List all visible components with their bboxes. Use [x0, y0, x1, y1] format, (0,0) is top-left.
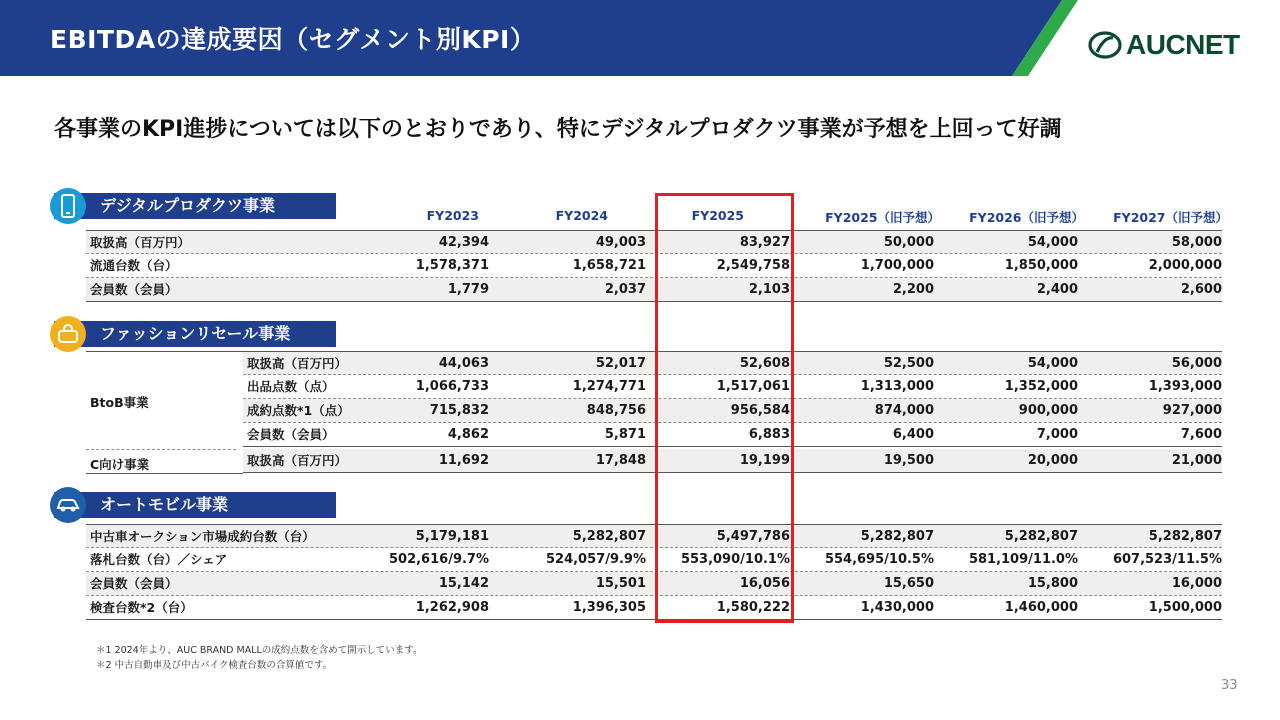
cell-fy2024: 17,848	[595, 453, 646, 468]
footnote-1: ＊1 2024年より、AUC BRAND MALLの成約点数を含めて開示しています。	[96, 645, 423, 656]
cell-fy2023: 11,692	[438, 453, 489, 468]
cell-fy2024: 1,658,721	[572, 258, 646, 273]
col-header-fy2024: FY2024	[555, 208, 608, 223]
cell-fy2025: 16,056	[739, 576, 790, 591]
cell-fy2023: 1,066,733	[415, 379, 489, 394]
cell-fy2026-old: 1,352,000	[1004, 379, 1078, 394]
cell-fy2027-old: 21,000	[1171, 453, 1222, 468]
section-banner-digital	[54, 193, 336, 219]
fashion-group-top-border	[86, 351, 243, 352]
cell-fy2025-old: 1,430,000	[860, 600, 934, 615]
cell-fy2025: 5,497,786	[716, 529, 790, 544]
cell-fy2027-old: 1,393,000	[1148, 379, 1222, 394]
row-label: 取扱高（百万円）	[247, 356, 348, 371]
col-header-fy2026-old: FY2026（旧予想）	[969, 210, 1084, 225]
table-row	[86, 572, 1222, 596]
cell-fy2027-old: 1,500,000	[1148, 600, 1222, 615]
cell-fy2026-old: 7,000	[1036, 427, 1078, 442]
cell-fy2024: 52,017	[595, 356, 646, 371]
cell-fy2025: 1,580,222	[716, 600, 790, 615]
cell-fy2023: 44,063	[438, 356, 489, 371]
page-number: 33	[1221, 678, 1238, 693]
row-label: 中古車オークション市場成約台数（台）	[90, 529, 315, 544]
cell-fy2024: 5,871	[604, 427, 646, 442]
cell-fy2026-old: 900,000	[1018, 403, 1078, 418]
cell-fy2024: 848,756	[586, 403, 646, 418]
cell-fy2025: 2,549,758	[716, 258, 790, 273]
col-header-fy2027-old: FY2027（旧予想）	[1113, 210, 1228, 225]
row-label: 会員数（会員）	[247, 427, 335, 442]
cell-fy2023: 15,142	[438, 576, 489, 591]
cell-fy2025-old: 1,313,000	[860, 379, 934, 394]
cell-fy2024: 15,501	[595, 576, 646, 591]
cell-fy2027-old: 2,600	[1180, 282, 1222, 297]
cell-fy2024: 1,274,771	[572, 379, 646, 394]
col-header-fy2025: FY2025	[691, 208, 744, 223]
section-banner-auto	[54, 492, 336, 518]
cell-fy2026-old: 5,282,807	[1004, 529, 1078, 544]
cell-fy2024: 49,003	[595, 235, 646, 250]
cell-fy2027-old: 927,000	[1162, 403, 1222, 418]
row-label: 成約点数*1（点）	[247, 403, 350, 418]
row-label: 会員数（会員）	[90, 282, 178, 297]
cell-fy2027-old: 7,600	[1180, 427, 1222, 442]
cell-fy2027-old: 607,523/11.5%	[1112, 552, 1222, 567]
cell-fy2026-old: 581,109/11.0%	[968, 552, 1078, 567]
row-label: 出品点数（点）	[247, 379, 335, 394]
cell-fy2025: 52,608	[739, 356, 790, 371]
group-label-btob: BtoB事業	[90, 395, 149, 410]
cell-fy2026-old: 54,000	[1027, 356, 1078, 371]
row-label: 流通台数（台）	[90, 258, 178, 273]
cell-fy2025-old: 6,400	[892, 427, 934, 442]
cell-fy2023: 4,862	[447, 427, 489, 442]
col-header-fy2025-old: FY2025（旧予想）	[825, 210, 940, 225]
cell-fy2023: 5,179,181	[415, 529, 489, 544]
cell-fy2026-old: 20,000	[1027, 453, 1078, 468]
aucnet-logo	[1088, 28, 1240, 62]
row-label: 取扱高（百万円）	[90, 235, 191, 250]
cell-fy2024: 1,396,305	[572, 600, 646, 615]
section-banner-fashion	[54, 321, 336, 347]
cell-fy2025: 6,883	[748, 427, 790, 442]
cell-fy2023: 1,262,908	[415, 600, 489, 615]
table-row	[86, 254, 1222, 278]
group-divider	[86, 449, 236, 450]
cell-fy2025-old: 5,282,807	[860, 529, 934, 544]
cell-fy2023: 1,578,371	[415, 258, 489, 273]
group-label-consumer: C向け事業	[90, 457, 150, 472]
logo-text: AUCNET	[1126, 29, 1240, 60]
cell-fy2026-old: 1,850,000	[1004, 258, 1078, 273]
table-row	[86, 596, 1222, 620]
smartphone-icon	[50, 188, 86, 224]
section-title-digital: デジタルプロダクツ事業	[100, 196, 276, 215]
car-icon	[50, 487, 86, 523]
table-row	[86, 230, 1222, 254]
row-label: 落札台数（台）／シェア	[90, 552, 228, 567]
cell-fy2025-old: 874,000	[874, 403, 934, 418]
section-title-fashion: ファッションリセール事業	[100, 324, 291, 343]
cell-fy2025-old: 52,500	[883, 356, 934, 371]
cell-fy2027-old: 56,000	[1171, 356, 1222, 371]
fy2025-highlight-box	[655, 193, 794, 623]
fashion-group-bottom-border	[86, 473, 243, 474]
table-row	[86, 278, 1222, 302]
cell-fy2023: 502,616/9.7%	[388, 552, 489, 567]
cell-fy2025-old: 2,200	[892, 282, 934, 297]
cell-fy2025: 553,090/10.1%	[680, 552, 790, 567]
section-title-auto: オートモビル事業	[100, 495, 229, 514]
row-label: 取扱高（百万円）	[247, 453, 348, 468]
cell-fy2024: 524,057/9.9%	[545, 552, 646, 567]
handbag-icon	[50, 316, 86, 352]
col-header-fy2023: FY2023	[426, 208, 479, 223]
cell-fy2027-old: 16,000	[1171, 576, 1222, 591]
cell-fy2025-old: 15,650	[883, 576, 934, 591]
cell-fy2025: 956,584	[730, 403, 790, 418]
cell-fy2025: 2,103	[748, 282, 790, 297]
table-row	[86, 548, 1222, 572]
cell-fy2025-old: 19,500	[883, 453, 934, 468]
slide-header	[0, 0, 1280, 76]
cell-fy2027-old: 5,282,807	[1148, 529, 1222, 544]
cell-fy2026-old: 2,400	[1036, 282, 1078, 297]
cell-fy2025-old: 1,700,000	[860, 258, 934, 273]
cell-fy2025: 19,199	[739, 453, 790, 468]
cell-fy2027-old: 2,000,000	[1148, 258, 1222, 273]
slide-subtitle: 各事業のKPI進捗については以下のとおりであり、特にデジタルプロダクツ事業が予想を上回って好調	[54, 117, 1062, 142]
row-label: 検査台数*2（台）	[90, 600, 193, 615]
cell-fy2025-old: 50,000	[883, 235, 934, 250]
table-row	[86, 524, 1222, 548]
cell-fy2023: 715,832	[429, 403, 489, 418]
cell-fy2027-old: 58,000	[1171, 235, 1222, 250]
cell-fy2025: 1,517,061	[716, 379, 790, 394]
page-title: EBITDAの達成要因（セグメント別KPI）	[50, 25, 536, 54]
cell-fy2025: 83,927	[739, 235, 790, 250]
cell-fy2026-old: 54,000	[1027, 235, 1078, 250]
cell-fy2026-old: 1,460,000	[1004, 600, 1078, 615]
row-label: 会員数（会員）	[90, 576, 178, 591]
footnote-2: ＊2 中古自動車及び中古バイク検査台数の合算値です。	[96, 660, 333, 671]
cell-fy2024: 5,282,807	[572, 529, 646, 544]
cell-fy2025-old: 554,695/10.5%	[824, 552, 934, 567]
cell-fy2026-old: 15,800	[1027, 576, 1078, 591]
cell-fy2024: 2,037	[604, 282, 646, 297]
logo-mark-icon	[1088, 30, 1122, 60]
cell-fy2023: 1,779	[447, 282, 489, 297]
cell-fy2023: 42,394	[438, 235, 489, 250]
